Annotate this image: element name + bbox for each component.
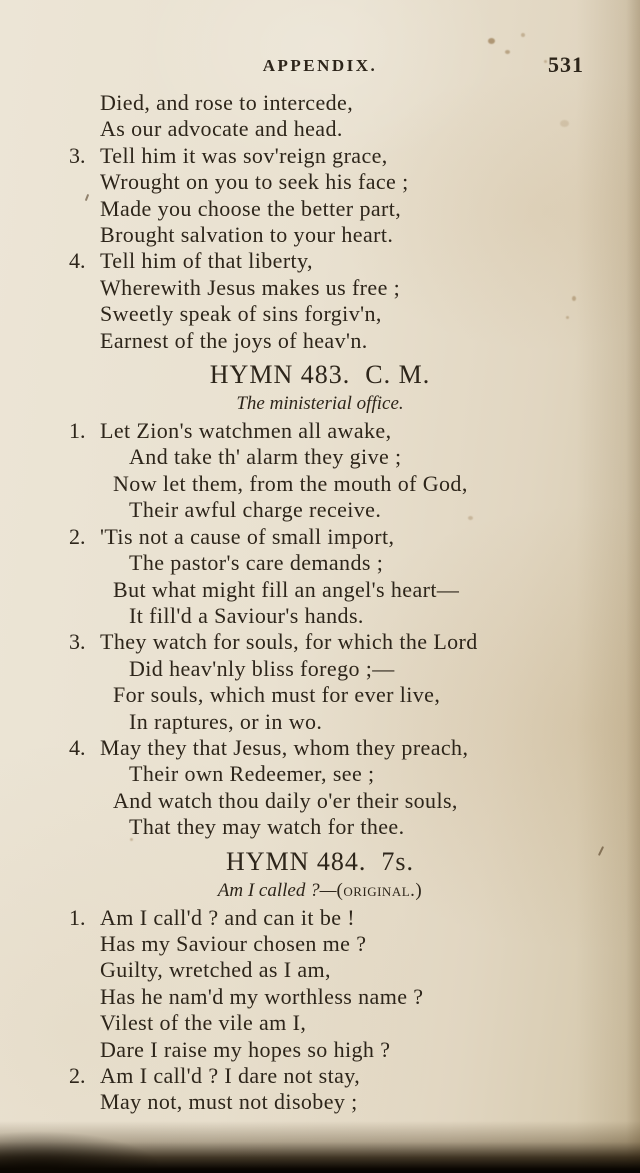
verse-line: It fill'd a Saviour's hands. (129, 602, 364, 628)
verse-line: Earnest of the joys of heav'n. (100, 327, 368, 353)
stanza (0, 524, 640, 630)
stanza-number: 3. (69, 629, 86, 655)
hymn-subtitle: The ministerial office. (236, 393, 404, 415)
verse-line: That they may watch for thee. (129, 814, 405, 840)
verse-line: Wherewith Jesus makes us free ; (100, 274, 401, 300)
paper-stain (130, 838, 133, 841)
verse-line: For souls, which must for ever live, (113, 682, 441, 708)
paper-stain (505, 50, 510, 54)
verse-line: Did heav'nly bliss forego ;— (129, 655, 395, 681)
running-title: APPENDIX. (262, 56, 378, 75)
verse-line: Guilty, wretched as I am, (100, 957, 331, 983)
hymn-title: HYMN 483. C. M. (209, 360, 431, 390)
stanza (0, 629, 640, 735)
hymn-continuation (0, 90, 640, 354)
hymn-484 (0, 847, 640, 1116)
verse-line: Tell him of that liberty, (100, 248, 313, 274)
verse-line: Has my Saviour chosen me ? (100, 930, 367, 956)
hymn-subtitle-caps: (original.) (336, 879, 423, 901)
scan-edge-right (626, 0, 640, 1173)
stanza-number: 4. (69, 734, 86, 760)
hymn-subtitle-italic: Am I called ?— (217, 879, 337, 901)
verse-line: But what might fill an angel's heart— (113, 576, 460, 602)
stanza-number: 2. (69, 523, 86, 549)
verse-line: Am I call'd ? and can it be ! (100, 904, 356, 930)
paper-stain (560, 120, 569, 127)
verse-line: Brought salvation to your heart. (100, 222, 394, 248)
verse-line: They watch for souls, for which the Lord (100, 629, 478, 655)
verse-line: Am I call'd ? I dare not stay, (100, 1063, 361, 1088)
paper-stain (468, 516, 473, 520)
stanza-number: 3. (69, 142, 86, 168)
paper-stain (488, 38, 495, 44)
verse-line: May not, must not disobey ; (100, 1089, 358, 1115)
verse-line: The pastor's care demands ; (129, 550, 384, 576)
verse-line: Now let them, from the mouth of God, (113, 470, 468, 496)
verse-line: 'Tis not a cause of small import, (100, 523, 395, 549)
verse-line: Sweetly speak of sins forgiv'n, (100, 301, 382, 327)
stanza (0, 90, 640, 143)
verse-line: Their awful charge receive. (129, 497, 382, 523)
stanza-number: 1. (69, 904, 86, 930)
stanza (0, 248, 640, 354)
stanza (0, 905, 640, 1063)
hymn-subtitle (0, 879, 640, 903)
verse-line: Has he nam'd my worthless name ? (100, 983, 424, 1009)
stanza-number: 2. (69, 1063, 86, 1088)
paper-stain (544, 60, 547, 63)
verse-line: Dare I raise my hopes so high ? (100, 1036, 391, 1062)
paper-stain (572, 296, 576, 301)
stanza-number: 4. (69, 248, 86, 274)
verse-line: Let Zion's watchmen all awake, (100, 418, 392, 444)
verse-line: Died, and rose to intercede, (100, 90, 354, 115)
stanza-number: 1. (69, 418, 86, 444)
verse-line: Vilest of the vile am I, (100, 1010, 307, 1036)
verse-line: In raptures, or in wo. (129, 708, 323, 734)
paper-stain (521, 33, 525, 37)
verse-line: Wrought on you to seek his face ; (100, 169, 409, 195)
verse-line: And take th' alarm they give ; (129, 444, 402, 470)
paper-stain (566, 316, 569, 319)
verse-line: May they that Jesus, whom they preach, (100, 734, 469, 760)
verse-line: Made you choose the better part, (100, 195, 402, 221)
verse-line: And watch thou daily o'er their souls, (113, 787, 458, 813)
stanza (0, 418, 640, 524)
verse-line: Tell him it was sov'reign grace, (100, 142, 388, 168)
stanza (0, 143, 640, 249)
page-content (0, 90, 640, 1116)
hymn-title: HYMN 484. 7s. (225, 846, 415, 876)
page-number: 531 (548, 52, 584, 77)
verse-line: Their own Redeemer, see ; (129, 761, 375, 787)
stanza (0, 735, 640, 841)
hymn-483 (0, 360, 640, 841)
stanza (0, 1063, 640, 1116)
scan-edge-bottom (0, 1121, 640, 1173)
verse-line: As our advocate and head. (100, 116, 343, 142)
